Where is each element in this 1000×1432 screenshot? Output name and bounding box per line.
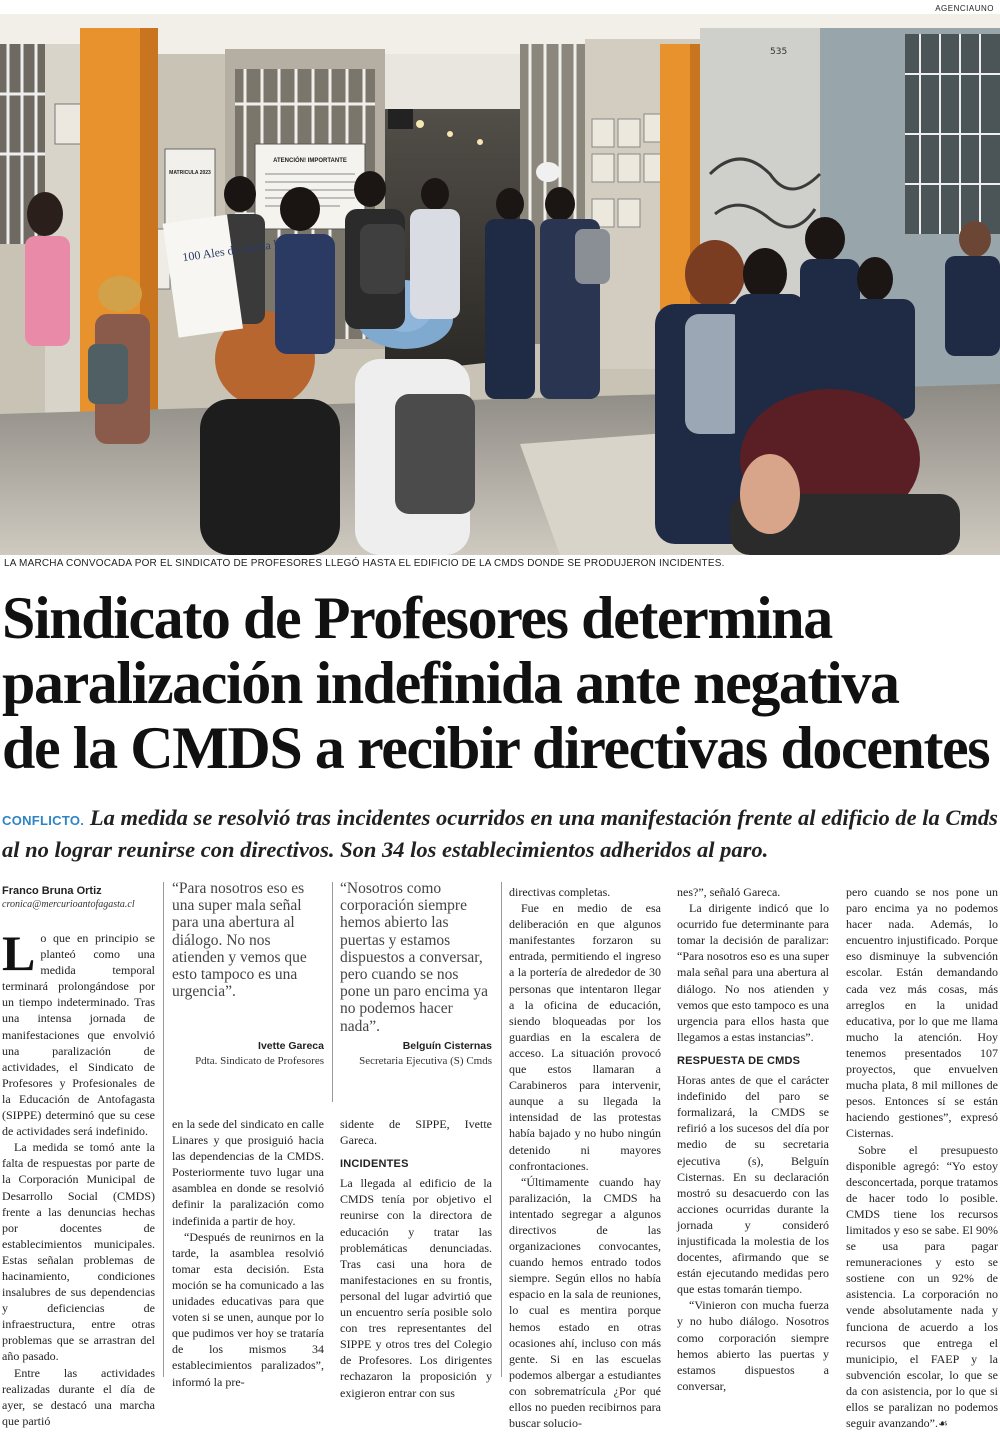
photo-caption: LA MARCHA CONVOCADA POR EL SINDICATO DE PROFESORES LLEGÓ HASTA EL EDIFICIO DE LA CMDS DONDE SE PRODUJERON INCIDENTES. <box>4 558 725 569</box>
article-column-5 <box>677 884 829 1394</box>
drop-cap: L <box>2 925 36 981</box>
article-column-3 <box>340 1116 492 1401</box>
pull-quote-1: “Para nosotros eso es una super mala señal para una abertura al diálogo. No nos atienden y vemos que esto tampoco es una urgencia”. <box>172 880 307 1001</box>
col1-paragraph-3: Entre las actividades realizadas durante el día de ayer, se destacó una marcha que partió <box>2 1365 155 1428</box>
pull-quote-2-attribution <box>340 1040 492 1067</box>
headline <box>2 586 998 781</box>
col5-paragraph-3: “Vinieron con mucha fuerza y no hubo diálogo. Nosotros como corporación siempre hemos abierto las puertas y estamos dispuestos a conversar, <box>677 1298 829 1393</box>
news-photo <box>0 14 1000 555</box>
section-heading-incidentes: INCIDENTES <box>340 1158 409 1171</box>
col5-paragraph-0: nes?”, señaló Gareca. <box>677 885 781 899</box>
article-column-1 <box>2 925 155 1429</box>
column-divider <box>332 882 333 1102</box>
col6-paragraph-2: Sobre el presupuesto disponible agregó: “Yo estoy desconcertada, porque tratamos de hacer todo lo posible. CMDS tiene los recursos limitados y eso se sabe. El 90% se usa para pagar remuneraciones y esto se sostiene con un 92% de asistencia. La corporación no vende absolutamente nada y funciona de acuerdo a los recursos que entrega el municipio, el FAEP y la subvención escolar, lo que se da con asistencia, por lo que si ellos se paralizan no podemos seguir avanzando”. <box>846 1142 998 1431</box>
notice-sign-text: ATENCIÓN! IMPORTANTE <box>273 158 347 164</box>
end-mark-icon: ☙ <box>937 1417 948 1431</box>
column-divider <box>163 882 164 1377</box>
headline-line-1: Sindicato de Profesores determina <box>2 585 832 651</box>
building-number-text: 535 <box>770 47 788 57</box>
quote-2-author: Belguín Cisternas <box>402 1040 492 1052</box>
quote-1-role: Pdta. Sindicato de Profesores <box>195 1055 324 1067</box>
author-name: Franco Bruna Ortiz <box>2 885 102 897</box>
headline-line-2: paralización indefinida ante negativa <box>2 650 899 716</box>
pull-quote-1-attribution <box>172 1040 324 1067</box>
col1-paragraph-1: o que en principio se planteó como una medida temporal terminará prolongándose por un tiempo indeterminado. Tras una intensa jornada de manifestaciones que envolvió una paralización de actividades, el Sindicato de Profesores y Profesionales de la Educación de Antofagasta (SIPPE) determinó que su cese de actividades será indefinido. <box>2 931 155 1139</box>
col4-paragraph-1: Fue en medio de esa deliberación en que algunos manifestantes forzaron su entrada, permitiendo el ingreso a la portería de alrededor de 30 personas que intentaron llegar a la oficina de educación, siendo bloqueadas por los guardias en la escalera de acceso. La situación provocó que estos llamaran a Carabineros para intervenir, aunque a su llegada la intensidad de las protestas había bajado y no hubo ningún detenido ni mayores confrontaciones. <box>509 901 661 1173</box>
headline-line-3: de la CMDS a recibir directivas docentes <box>2 715 990 781</box>
col3-paragraph-1: La llegada al edificio de la CMDS tenía por objetivo el reunirse con la directora de educación y tratar las problemáticas denunciadas. Tras casi una hora de manifestaciones en su frontis, personal del lugar advirtió que un encuentro sería posible solo con tres representantes del SIPPE y otros tres del Colegio de Profesores. Los dirigentes rechazaron la proposición y exigieron entrar con sus <box>340 1176 492 1400</box>
col4-paragraph-0: directivas completas. <box>509 885 611 899</box>
col5-paragraph-2: Horas antes de que el carácter indefinido del paro se formalizará, la CMDS se refirió a los sucesos del día por medio de su secretaria ejecutiva (s), Belguín Cisternas. En su declaración mostró su desacuerdo con las acciones ocurridas durante la jornada y consideró injustificada la molestia de los docentes, afirmando que se están ejecutando medidas pero que estas tomarán tiempo. <box>677 1073 829 1297</box>
photo-credit: AGENCIAUNO <box>935 4 994 13</box>
matricula-sign-text: MATRICULA 2023 <box>169 170 211 176</box>
section-heading-respuesta: RESPUESTA DE CMDS <box>677 1054 801 1067</box>
placard-text: 100 Ales de media la <box>181 236 284 265</box>
author-email: cronica@mercurioantofagasta.cl <box>2 899 135 910</box>
col4-paragraph-2: “Últimamente cuando hay paralización, la CMDS ha intentado segregar a algunos directivos de las organizaciones convocantes, cuando hemos entrado todos siempre. Según ellos no había espacio en la sala de reuniones, lo cual es mentira porque hemos estado en otras ocasiones ahí, incluso con más gente. Si en las escuelas podemos albergar a estudiantes con sobrematrícula ¿Por qué ellos no pueden recibirnos para buscar solucio- <box>509 1174 661 1431</box>
lede <box>2 803 998 864</box>
quote-2-role: Secretaria Ejecutiva (S) Cmds <box>359 1055 492 1067</box>
pull-quote-2: “Nosotros como corporación siempre hemos abierto las puertas y estamos dispuestos a conversar, pero cuando se nos pone un paro encima ya no podemos hacer nada”. <box>340 880 489 1035</box>
article-column-4 <box>509 884 661 1431</box>
col2-paragraph-2: “Después de reunirnos en la tarde, la asamblea resolvió tomar esta decisión. Esta moción se ha comunicado a las unidades educativas para que voten si se unen, aunque por lo que pudimos ver hoy se trataría de los mismos 34 establecimientos paralizados”, informó la pre- <box>172 1229 324 1389</box>
col6-paragraph-1: pero cuando se nos pone un paro encima ya no podemos hacer nada. Además, lo encuentro injustificado. Porque eso disminuye la subvención escolar. Están demandando cada vez más cosas, más arreglos en la unidad educativa, por lo que me llama mucho la atención. Hoy tenemos presentados 107 proyectos, que envuelven mucha plata, 8 mil millones de pesos. Entonces sí se están haciendo gestiones”, expresó Cisternas. <box>846 885 998 1141</box>
column-divider <box>501 882 502 1377</box>
lede-tag: CONFLICTO. <box>2 813 85 828</box>
lede-text: La medida se resolvió tras incidentes ocurridos en una manifestación frente al edificio de la Cmds al no lograr reunirse con directivos. Son 34 los establecimientos adheridos al paro. <box>2 805 998 862</box>
col5-paragraph-1: La dirigente indicó que lo ocurrido fue determinante para tomar la decisión de paralizar: “Para nosotros eso es una super mala señal para una abertura al diálogo. No nos atienden y vemos que esto tampoco es una urgencia para ellos hasta que llegamos a estas instancias”. <box>677 901 829 1044</box>
col2-paragraph-1: en la sede del sindicato en calle Linares y que prosiguió hacia las dependencias de la CMDS. Posteriormente tuvo lugar una asamblea en donde se resolvió definir la paralización como indefinida a partir de hoy. <box>172 1117 324 1228</box>
article-column-2 <box>172 1116 324 1390</box>
quote-1-author: Ivette Gareca <box>258 1040 324 1052</box>
protest-scene-illustration <box>0 14 1000 555</box>
article-column-6 <box>846 884 998 1432</box>
col1-paragraph-2: La medida se tomó ante la falta de respuestas por parte de la Corporación Municipal de Desarrollo Social (CMDS) frente a las denuncias hechas por docentes de establecimientos municipales. Estas señalan problemas de hacinamiento, condiciones insalubres de sus dependencias y deficiencias de infraestructura, entre otras problemas que se arrastran del año pasado. <box>2 1140 155 1364</box>
byline <box>2 885 162 910</box>
col3-paragraph-0: sidente de SIPPE, Ivette Gareca. <box>340 1117 492 1148</box>
